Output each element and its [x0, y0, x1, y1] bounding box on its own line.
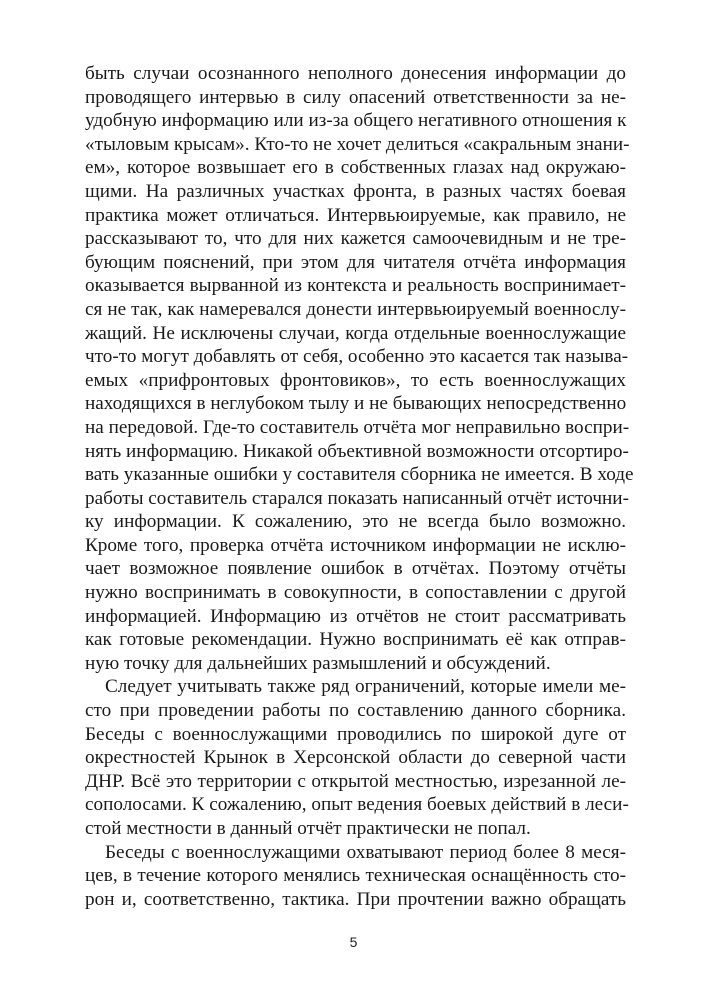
text-line: ся не так, как намеревался донести интервьюируемый военнослу- — [85, 298, 626, 320]
text-line: сто при проведении работы по составлению данного сборника. — [85, 700, 626, 722]
text-line: цев, в течение которого менялись техническая оснащённость сто- — [85, 865, 626, 887]
text-line: ную точку для дальнейших размышлений и обсуждений. — [85, 652, 551, 674]
text-line: работы составитель старался показать написанный отчёт источни- — [85, 487, 629, 509]
text-line: быть случаи осознанного неполного донесения информации до — [85, 63, 626, 84]
text-line: жащий. Не исключены случаи, когда отдельные военнослужащие — [85, 322, 626, 344]
text-line: Следует учитывать также ряд ограничений, которые имели ме- — [105, 676, 626, 698]
text-line: как готовые рекомендации. Нужно воспринимать её как отправ- — [85, 629, 626, 651]
paragraph — [85, 62, 634, 675]
text-line: ДНР. Всё это территории с открытой местностью, изрезанной ле- — [85, 770, 626, 792]
text-line: Беседы с военнослужащими охватывают период более 8 меся- — [105, 841, 626, 863]
text-line: рон и, соответственно, тактика. При прочтении важно обращать — [85, 888, 626, 910]
text-line: бующим пояснений, при этом для читателя отчёта информация — [85, 251, 626, 273]
text-line: Кроме того, проверка отчёта источником информации не исклю- — [85, 534, 626, 556]
text-line: вать указанные ошибки у составителя сборника не имеется. В ходе — [85, 464, 634, 486]
paragraph — [85, 675, 629, 840]
text-line: «тыловым крысам». Кто-то не хочет делиться «сакральным знани- — [85, 133, 630, 155]
text-line: нять информацию. Никакой объективной возможности отсортиро- — [85, 440, 629, 462]
text-line: что-то могут добавлять от себя, особенно это касается так называ- — [85, 346, 629, 368]
text-line: рассказывают то, что для них кажется самоочевидным и не тре- — [85, 228, 626, 250]
text-line: чает возможное появление ошибок в отчётах. Поэтому отчёты — [85, 558, 626, 580]
paragraph — [85, 841, 626, 912]
text-line: Беседы с военнослужащими проводились по широкой дуге от — [85, 723, 626, 745]
page-number: 5 — [349, 934, 358, 950]
text-line: стой местности в данный отчёт практически не попал. — [85, 818, 531, 839]
text-line: щими. На различных участках фронта, в разных частях боевая — [85, 180, 626, 202]
text-line: находящихся в неглубоком тылу и не бывающих непосредственно — [85, 393, 627, 415]
page-body — [85, 62, 634, 911]
text-line: оказывается вырванной из контекста и реальность воспринимает- — [85, 275, 626, 297]
text-line: ем», которое возвышает его в собственных глазах над окружаю- — [85, 157, 626, 179]
text-line: практика может отличаться. Интервьюируемые, как правило, не — [85, 204, 626, 226]
text-line: на передовой. Где-то составитель отчёта мог неправильно воспри- — [85, 416, 630, 438]
text-line: удобную информацию или из-за общего негативного отношения к — [85, 110, 627, 132]
text-line: ку информации. К сожалению, это не всегда было возможно. — [85, 511, 626, 533]
text-line: емых «прифронтовых фронтовиков», то есть военнослужащих — [85, 369, 626, 391]
text-line: сополосами. К сожалению, опыт ведения боевых действий в леси- — [85, 794, 629, 816]
text-line: информацией. Информацию из отчётов не стоит рассматривать — [85, 605, 626, 627]
text-line: нужно воспринимать в совокупности, в сопоставлении с другой — [85, 582, 626, 604]
text-line: окрестностей Крынок в Херсонской области до северной части — [85, 747, 626, 769]
text-line: проводящего интервью в силу опасений ответственности за не- — [85, 86, 626, 108]
